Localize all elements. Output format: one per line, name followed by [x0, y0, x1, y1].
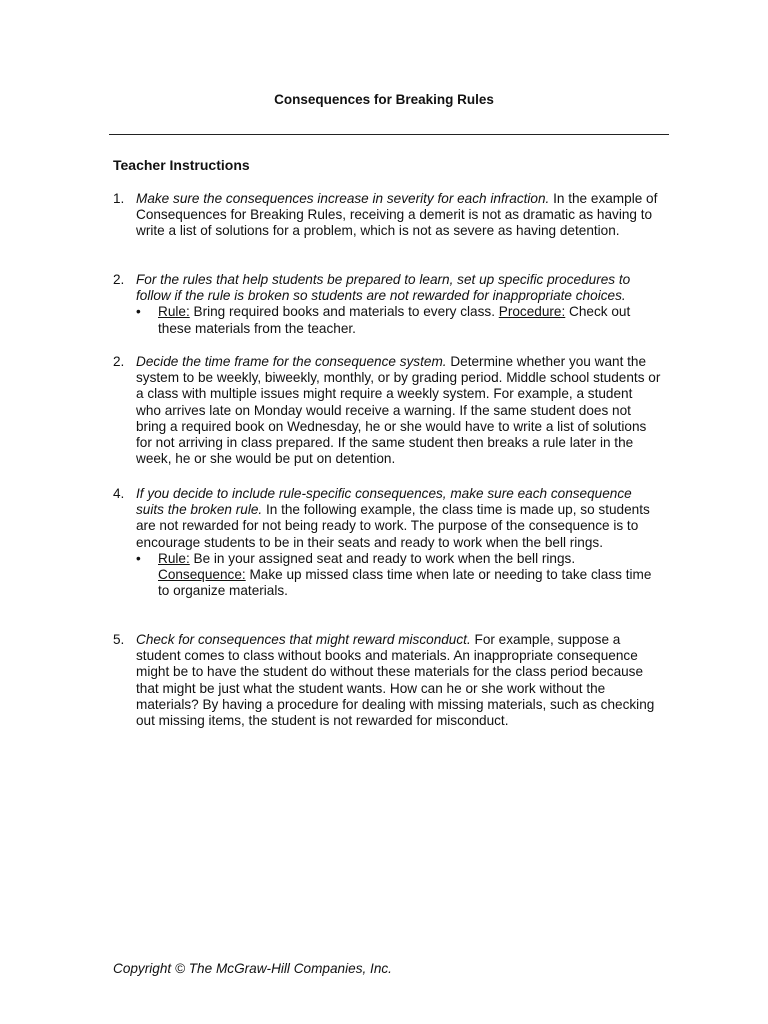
bullet-marker: •	[136, 550, 141, 566]
document-title: Consequences for Breaking Rules	[274, 92, 494, 107]
item-body	[136, 354, 661, 467]
consequence-text: Make up missed class time when late or needing to take class time to organize materials.	[158, 567, 652, 599]
item-text: Determine whether you want the system to be weekly, biweekly, monthly, or by grading period. Middle school students or a class with multiple issues might require a weekly system. For example, a student who arrives late on Monday would receive a warning. If the same student does not bring a required book on Wednesday, he or she would have to write a list of solutions for not arriving in class prepared. If the same student then breaks a rule later in the week, he or she would be put on detention.	[136, 354, 661, 467]
item-lead: Make sure the consequences increase in severity for each infraction.	[136, 191, 550, 206]
item-number: 4.	[113, 486, 125, 501]
bullet-marker: •	[136, 304, 141, 320]
bullet-item	[136, 304, 661, 336]
instruction-item-5	[113, 632, 673, 729]
item-body	[136, 486, 661, 599]
copyright-footer: Copyright © The McGraw-Hill Companies, Inc.	[113, 961, 392, 976]
rule-text: Be in your assigned seat and ready to work when the bell rings.	[189, 550, 576, 566]
item-lead: If you decide to include rule-specific consequences, make sure each consequence suits the broken rule.	[136, 486, 632, 518]
section-heading: Teacher Instructions	[113, 157, 250, 173]
consequence-label: Consequence:	[158, 567, 246, 583]
item-lead: For the rules that help students be prepared to learn, set up specific procedures to follow if the rule is broken so students are not rewarded for inappropriate choices.	[136, 272, 631, 304]
bullet-item	[136, 551, 661, 600]
item-text: For example, suppose a student comes to class without books and materials. An inappropriate consequence might be to have the student do without these materials for the class period because that might be just what the student wants. How can he or she work without the materials? By having a procedure for dealing with missing materials, such as checking out missing items, the student is not rewarded for misconduct.	[136, 632, 655, 729]
item-body	[136, 632, 661, 729]
item-text: In the example of Consequences for Breaking Rules, receiving a demerit is not as dramatic as having to write a list of solutions for a problem, which is not as severe as having detention.	[136, 191, 658, 239]
instruction-item-4	[113, 486, 673, 599]
item-body	[136, 191, 661, 240]
item-lead: Decide the time frame for the consequence system.	[136, 354, 447, 369]
item-number: 5.	[113, 632, 125, 647]
procedure-text: Check out these materials from the teacher.	[158, 304, 631, 336]
instruction-item-3	[113, 354, 673, 467]
instruction-item-2	[113, 272, 673, 337]
item-number: 1.	[113, 191, 125, 206]
procedure-label: Procedure:	[498, 304, 566, 320]
item-number: 2.	[113, 354, 125, 369]
item-lead: Check for consequences that might reward misconduct.	[136, 632, 471, 647]
instruction-item-1	[113, 191, 673, 240]
rule-label: Rule:	[158, 304, 190, 320]
title-divider	[109, 134, 669, 135]
item-number: 2.	[113, 272, 125, 287]
rule-text: Bring required books and materials to every class.	[189, 304, 499, 320]
item-body	[136, 272, 661, 337]
rule-label: Rule:	[158, 550, 190, 566]
item-text: In the following example, the class time is made up, so students are not rewarded for not being ready to work. The purpose of the consequence is to encourage students to be in their seats and ready to work when the bell rings.	[136, 502, 650, 550]
